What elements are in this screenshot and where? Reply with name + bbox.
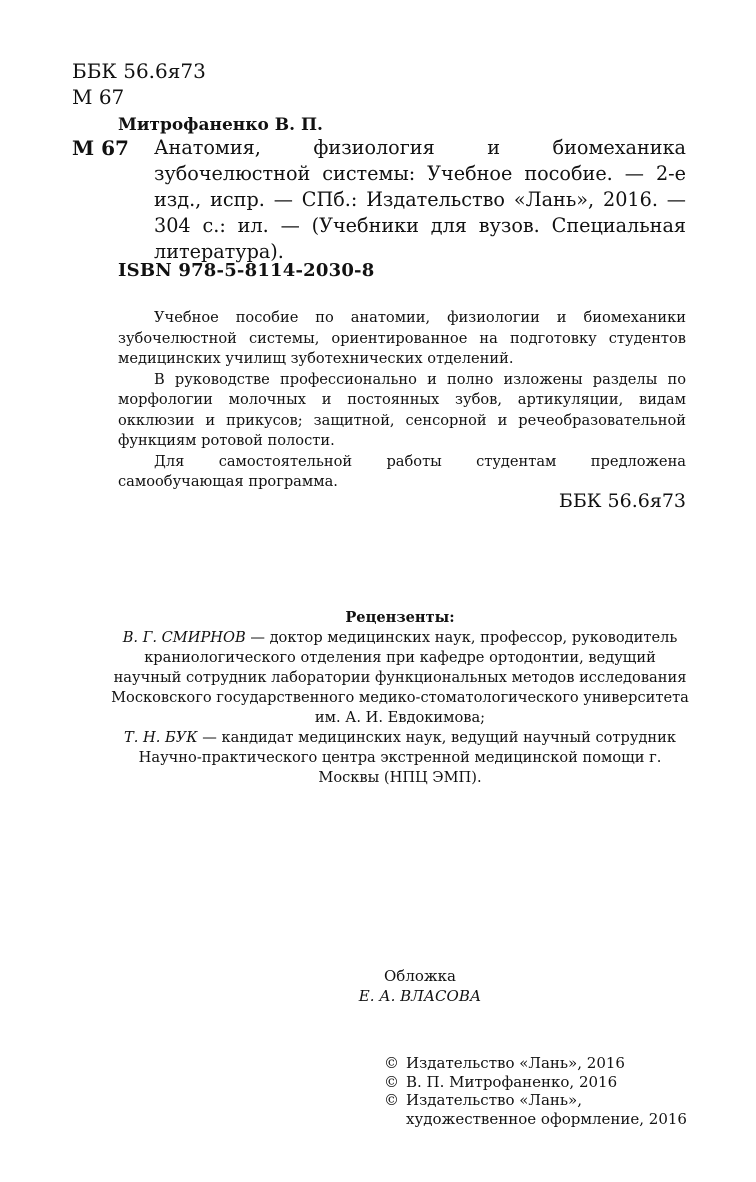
reviewer-first-text: — доктор медицинских наук, профессор, руководитель краниологического отделения при кафедре ортодонтии, ведущий научный сотрудник лаборатории функциональных методов исследования Московского государственного медико-стоматологического университета им. А. И. Евдокимова;	[111, 629, 689, 726]
copyright-icon: ©	[384, 1091, 399, 1109]
annotation-paragraph: В руководстве профессионально и полно изложены разделы по морфологии молочных и постоянных зубов, артикуляции, видам окклюзии и прикусов; защитной, сенсорной и речеобразовательной функциям ротовой полости.	[118, 370, 686, 449]
entry-author: Митрофаненко В. П.	[118, 115, 323, 135]
copyright-line	[384, 1054, 687, 1073]
reviewers	[110, 608, 690, 788]
reviewer-first-name: В. Г. СМИРНОВ	[122, 629, 246, 646]
copyright-icon: ©	[384, 1072, 399, 1091]
copyright-text: Издательство «Лань», 2016	[406, 1054, 625, 1072]
entry-mark: М 67	[72, 136, 129, 160]
isbn: ISBN 978-5-8114-2030-8	[118, 260, 375, 281]
header-block	[72, 58, 206, 110]
copyright-line	[384, 1073, 687, 1092]
bbk-bottom: ББК 56.6я73	[558, 490, 686, 512]
annotation-paragraph: Для самостоятельной работы студентам предложена самообучающая программа.	[118, 452, 686, 490]
copyright-text: Издательство «Лань»,	[406, 1091, 583, 1109]
copyright-block	[384, 1054, 687, 1128]
cover-designer: Е. А. ВЛАСОВА	[358, 987, 482, 1005]
annotation	[118, 308, 686, 493]
reviewer-second-name: Т. Н. БУК	[124, 729, 198, 746]
reviewer-second	[110, 728, 690, 788]
annotation-paragraph: Учебное пособие по анатомии, физиологии и биомеханики зубочелюстной системы, ориентированное на подготовку студентов медицинских училищ зуботехнических отделений.	[118, 309, 686, 367]
reviewer-first	[110, 628, 690, 728]
cover-credit	[330, 966, 510, 1006]
author-mark: М 67	[72, 85, 125, 109]
copyright-text: В. П. Митрофаненко, 2016	[406, 1072, 618, 1091]
copyright-continuation: художественное оформление, 2016	[406, 1109, 687, 1128]
copyright-line	[384, 1091, 687, 1110]
reviewers-heading: Рецензенты:	[345, 609, 455, 626]
copyright-icon: ©	[384, 1054, 399, 1072]
reviewer-second-text: — кандидат медицинских наук, ведущий научный сотрудник Научно-практического центра экстренной медицинской помощи г. Москвы (НПЦ ЭМП).	[138, 729, 676, 786]
entry-description: Анатомия, физиология и биомеханика зубочелюстной системы: Учебное пособие. — 2-е изд., испр. — СПб.: Издательство «Лань», 2016. — 304 с.: ил. — (Учебники для вузов. Специальная литература).	[154, 136, 686, 263]
bbk-code: ББК 56.6я73	[72, 59, 206, 83]
cover-label: Обложка	[383, 967, 456, 985]
